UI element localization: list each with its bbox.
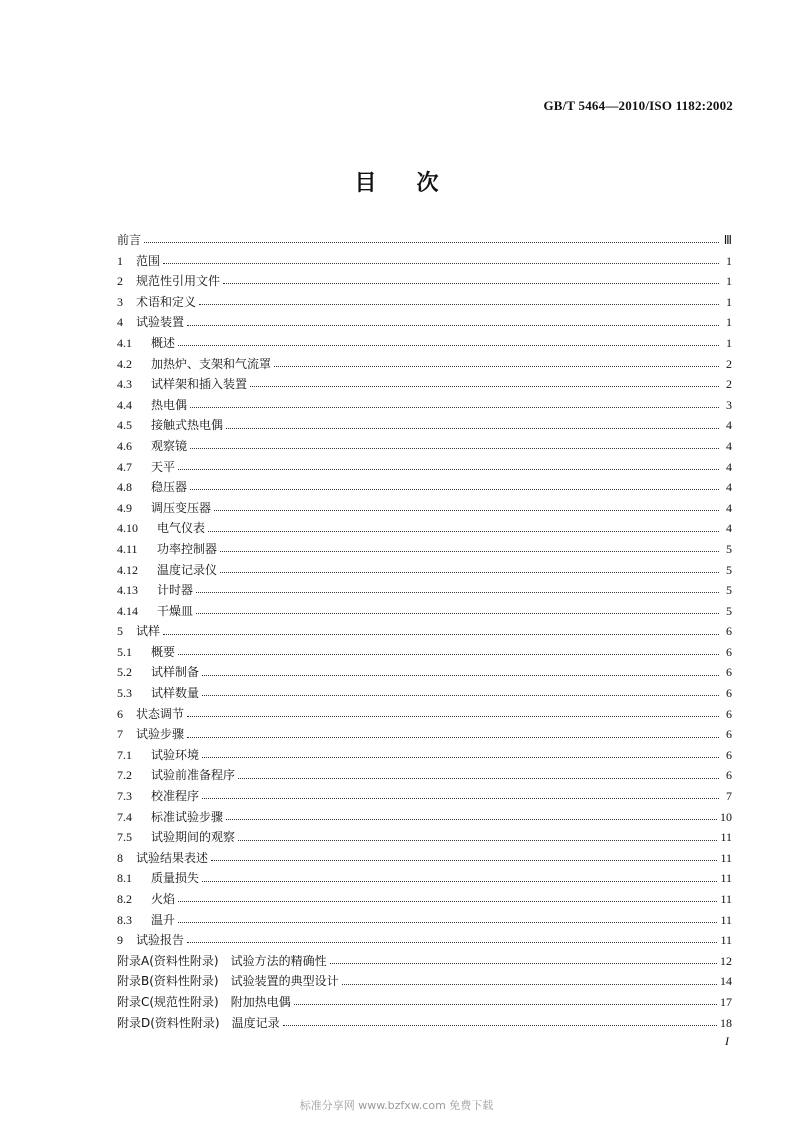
toc-dot-leader (294, 1003, 717, 1005)
toc-dot-leader (238, 777, 719, 779)
toc-entry-number: 4 (117, 315, 123, 330)
toc-entry[interactable] (117, 621, 732, 642)
toc-entry[interactable] (117, 827, 732, 848)
toc-entry-label: 温度记录仪 (157, 562, 218, 577)
toc-entry-label: 前言 (117, 233, 142, 247)
toc-entry-number: 7 (117, 727, 123, 742)
toc-dot-leader (187, 941, 717, 943)
toc-entry-page: 6 (726, 706, 732, 721)
toc-entry[interactable] (117, 498, 732, 519)
toc-entry-page: 11 (720, 850, 732, 865)
toc-entry-number: 9 (117, 933, 123, 948)
toc-entry-label: 调压变压器 (151, 500, 212, 515)
toc-dot-leader (220, 550, 719, 552)
toc-entry-page: 18 (720, 1015, 732, 1030)
title-char-2: 次 (416, 171, 439, 196)
toc-entry-label: 校准程序 (151, 789, 200, 804)
toc-entry-page: 11 (720, 892, 732, 906)
toc-entry-label: 干燥皿 (157, 603, 194, 618)
toc-dot-leader (202, 694, 719, 696)
toc-entry-page: 6 (726, 665, 732, 680)
toc-entry-label: 术语和定义 (136, 294, 197, 309)
toc-entry-number: 4.12 (117, 562, 138, 577)
toc-entry[interactable] (117, 807, 732, 828)
toc-entry-number: 4.7 (117, 459, 132, 474)
toc-entry-number: 7.3 (117, 789, 132, 804)
toc-dot-leader (178, 468, 719, 470)
toc-entry[interactable] (117, 704, 732, 725)
toc-entry-number: 7.5 (117, 830, 132, 845)
toc-entry-page: 5 (726, 562, 732, 577)
toc-dot-leader (190, 488, 719, 490)
toc-entry[interactable] (117, 312, 732, 333)
toc-entry-number: 7.4 (117, 809, 132, 824)
toc-entry-label: 试验装置 (136, 315, 185, 330)
toc-entry-page: 17 (720, 994, 732, 1009)
toc-entry[interactable] (117, 374, 732, 395)
toc-entry-page: 4 (726, 418, 732, 433)
toc-entry-label: 观察镜 (151, 438, 188, 453)
toc-dot-leader (202, 756, 719, 758)
toc-entry-page: 1 (726, 335, 732, 350)
toc-entry-number: 4.1 (117, 335, 132, 350)
toc-entry-number: 6 (117, 706, 123, 721)
toc-entry-number: 5 (117, 624, 123, 639)
toc-entry-number: 4.6 (117, 438, 132, 453)
toc-entry-number: 4.3 (117, 377, 132, 392)
toc-entry-page: 4 (726, 521, 732, 536)
toc-entry[interactable] (117, 683, 732, 704)
toc-entry-page: 10 (720, 809, 732, 824)
toc-entry[interactable] (117, 560, 732, 581)
toc-entry[interactable] (117, 436, 732, 457)
toc-dot-leader (178, 900, 717, 902)
toc-dot-leader (223, 282, 719, 284)
toc-dot-leader (187, 736, 719, 738)
toc-entry-page: 6 (726, 624, 732, 639)
toc-entry-label: 试样 (136, 624, 161, 639)
page-number: I (725, 1034, 729, 1048)
toc-dot-leader (250, 385, 719, 387)
toc-entry-label: 试验报告 (136, 933, 185, 948)
toc-entry-label: 天平 (151, 459, 176, 474)
toc-entry-label: 试验结果表述 (136, 850, 209, 865)
toc-entry-page: 2 (726, 377, 732, 392)
toc-dot-leader (178, 344, 719, 346)
toc-entry-page: 4 (726, 480, 732, 495)
toc-entry-number: 4.4 (117, 397, 132, 412)
toc-entry[interactable] (117, 868, 732, 889)
toc-entry-number: 8.1 (117, 871, 132, 886)
toc-entry-number: 4.14 (117, 603, 138, 618)
toc-entry[interactable] (117, 662, 732, 683)
toc-entry-page: 1 (726, 253, 732, 268)
toc-entry[interactable] (117, 1013, 732, 1034)
toc-entry-number: 4.9 (117, 500, 132, 515)
toc-entry-number: 4.8 (117, 480, 132, 495)
toc-dot-leader (330, 962, 717, 964)
toc-entry-page: Ⅲ (723, 233, 732, 247)
toc-entry-page: 1 (726, 294, 732, 309)
toc-entry[interactable] (117, 848, 732, 869)
toc-entry[interactable] (117, 518, 732, 539)
toc-entry-page: 1 (726, 274, 732, 289)
toc-entry[interactable] (117, 786, 732, 807)
toc-dot-leader (163, 633, 719, 635)
toc-entry-number: 5.3 (117, 686, 132, 701)
toc-entry-page: 1 (726, 315, 732, 330)
toc-entry-label: 试验环境 (151, 747, 200, 762)
toc-entry-label: 范围 (136, 253, 161, 268)
toc-entry-number: 4.2 (117, 356, 132, 371)
toc-entry-label: 热电偶 (151, 397, 188, 412)
toc-entry[interactable] (117, 395, 732, 416)
toc-entry-number: 4.11 (117, 541, 138, 556)
toc-entry-number: 7.1 (117, 747, 132, 762)
toc-entry-number: 8 (117, 850, 123, 865)
toc-entry-label: 加热炉、支架和气流罩 (151, 356, 272, 371)
toc-entry-page: 6 (726, 727, 732, 742)
toc-entry[interactable] (117, 230, 732, 251)
toc-entry-number: 8.2 (117, 892, 132, 906)
toc-dot-leader (202, 797, 719, 799)
toc-entry-label: 火焰 (151, 892, 176, 906)
toc-entry-page: 5 (726, 541, 732, 556)
toc-dot-leader (214, 509, 719, 511)
toc-entry[interactable] (117, 539, 732, 560)
toc-entry-label: 试验期间的观察 (151, 830, 236, 845)
watermark: 标准分享网 www.bzfxw.com 免费下载 (299, 1099, 494, 1112)
toc-entry-label: 试样架和插入装置 (151, 377, 248, 392)
toc-entry-number: 3 (117, 294, 123, 309)
toc-entry-number: 7.2 (117, 768, 132, 783)
toc-entry-label: 状态调节 (136, 706, 185, 721)
toc-entry-label: 标准试验步骤 (151, 809, 224, 824)
toc-entry-label: 附录D(资料性附录) 温度记录 (117, 1015, 280, 1030)
toc-entry[interactable] (117, 477, 732, 498)
toc-entry-page: 11 (720, 933, 732, 948)
toc-dot-leader (178, 653, 719, 655)
toc-entry-number: 4.13 (117, 583, 138, 598)
toc-entry-page: 4 (726, 438, 732, 453)
toc-entry-page: 6 (726, 644, 732, 659)
toc-entry-label: 附录A(资料性附录) 试验方法的精确性 (117, 953, 327, 968)
toc-entry-page: 5 (726, 603, 732, 618)
toc-entry[interactable] (117, 930, 732, 951)
toc-entry[interactable] (117, 271, 732, 292)
toc-entry-label: 概述 (151, 335, 176, 350)
toc-entry[interactable] (117, 910, 732, 931)
toc-dot-leader (144, 241, 719, 243)
toc-dot-leader (202, 880, 717, 882)
toc-dot-leader (226, 427, 719, 429)
toc-entry[interactable] (117, 354, 732, 375)
toc-entry-page: 11 (720, 912, 732, 927)
standard-number: GB/T 5464—2010/ISO 1182:2002 (543, 98, 733, 113)
toc-dot-leader (163, 262, 719, 264)
toc-entry-label: 稳压器 (151, 480, 188, 495)
toc-entry-label: 规范性引用文件 (136, 274, 221, 289)
toc-entry-number: 5.2 (117, 665, 132, 680)
toc-entry-page: 4 (726, 500, 732, 515)
toc-entry-page: 12 (720, 953, 732, 968)
toc-entry-page: 14 (720, 974, 732, 989)
toc-dot-leader (196, 612, 719, 614)
toc-dot-leader (202, 674, 719, 676)
toc-dot-leader (178, 921, 717, 923)
toc-entry[interactable] (117, 601, 732, 622)
toc-entry-number: 2 (117, 274, 123, 289)
toc-entry-label: 试验步骤 (136, 727, 185, 742)
toc-entry-label: 温升 (151, 912, 176, 927)
toc-entry-label: 附录B(资料性附录) 试验装置的典型设计 (117, 974, 339, 989)
toc-entry[interactable] (117, 724, 732, 745)
toc-dot-leader (211, 859, 717, 861)
toc-entry[interactable] (117, 745, 732, 766)
toc-entry-number: 4.5 (117, 418, 132, 433)
toc-entry[interactable] (117, 765, 732, 786)
toc-entry[interactable] (117, 889, 732, 910)
toc-entry-page: 6 (726, 768, 732, 783)
toc-entry-label: 质量损失 (151, 871, 200, 886)
toc-entry-label: 试样制备 (151, 665, 200, 680)
page-title (0, 166, 793, 197)
toc-entry-number: 5.1 (117, 644, 132, 659)
toc-dot-leader (342, 983, 717, 985)
toc-entry-page: 7 (726, 789, 732, 804)
toc-entry-label: 附录C(规范性附录) 附加热电偶 (117, 994, 291, 1009)
toc-entry[interactable] (117, 415, 732, 436)
toc-entry[interactable] (117, 992, 732, 1013)
toc-dot-leader (238, 839, 717, 841)
toc-entry[interactable] (117, 971, 732, 992)
toc-entry-label: 试样数量 (151, 686, 200, 701)
toc-dot-leader (196, 591, 719, 593)
toc-dot-leader (190, 447, 719, 449)
toc-entry-page: 3 (726, 397, 732, 412)
toc-entry-label: 试验前准备程序 (151, 768, 236, 783)
toc-entry-page: 11 (720, 830, 732, 845)
toc-entry-label: 接触式热电偶 (151, 418, 224, 433)
toc-entry[interactable] (117, 251, 732, 272)
toc-dot-leader (199, 303, 719, 305)
toc-entry-page: 6 (726, 686, 732, 701)
toc-dot-leader (220, 571, 719, 573)
toc-entry-page: 6 (726, 747, 732, 762)
toc-dot-leader (187, 324, 719, 326)
toc-entry[interactable] (117, 333, 732, 354)
toc-entry-label: 概要 (151, 644, 176, 659)
toc-entry-label: 功率控制器 (157, 541, 218, 556)
toc-entry-page: 5 (726, 583, 732, 598)
table-of-contents (117, 230, 732, 1033)
toc-entry-label: 计时器 (157, 583, 194, 598)
toc-dot-leader (190, 406, 719, 408)
toc-entry[interactable] (117, 292, 732, 313)
toc-entry-page: 4 (726, 459, 732, 474)
toc-entry[interactable] (117, 642, 732, 663)
toc-dot-leader (283, 1024, 717, 1026)
toc-dot-leader (274, 365, 719, 367)
toc-entry[interactable] (117, 457, 732, 478)
toc-entry[interactable] (117, 951, 732, 972)
toc-entry-number: 8.3 (117, 912, 132, 927)
toc-dot-leader (208, 530, 719, 532)
toc-entry-number: 4.10 (117, 521, 138, 536)
toc-dot-leader (226, 818, 717, 820)
toc-dot-leader (187, 715, 719, 717)
toc-entry-number: 1 (117, 253, 123, 268)
toc-entry-page: 2 (726, 356, 732, 371)
toc-entry[interactable] (117, 580, 732, 601)
toc-entry-label: 电气仪表 (157, 521, 206, 536)
title-char-1: 目 (354, 171, 377, 196)
toc-entry-page: 11 (720, 871, 732, 886)
